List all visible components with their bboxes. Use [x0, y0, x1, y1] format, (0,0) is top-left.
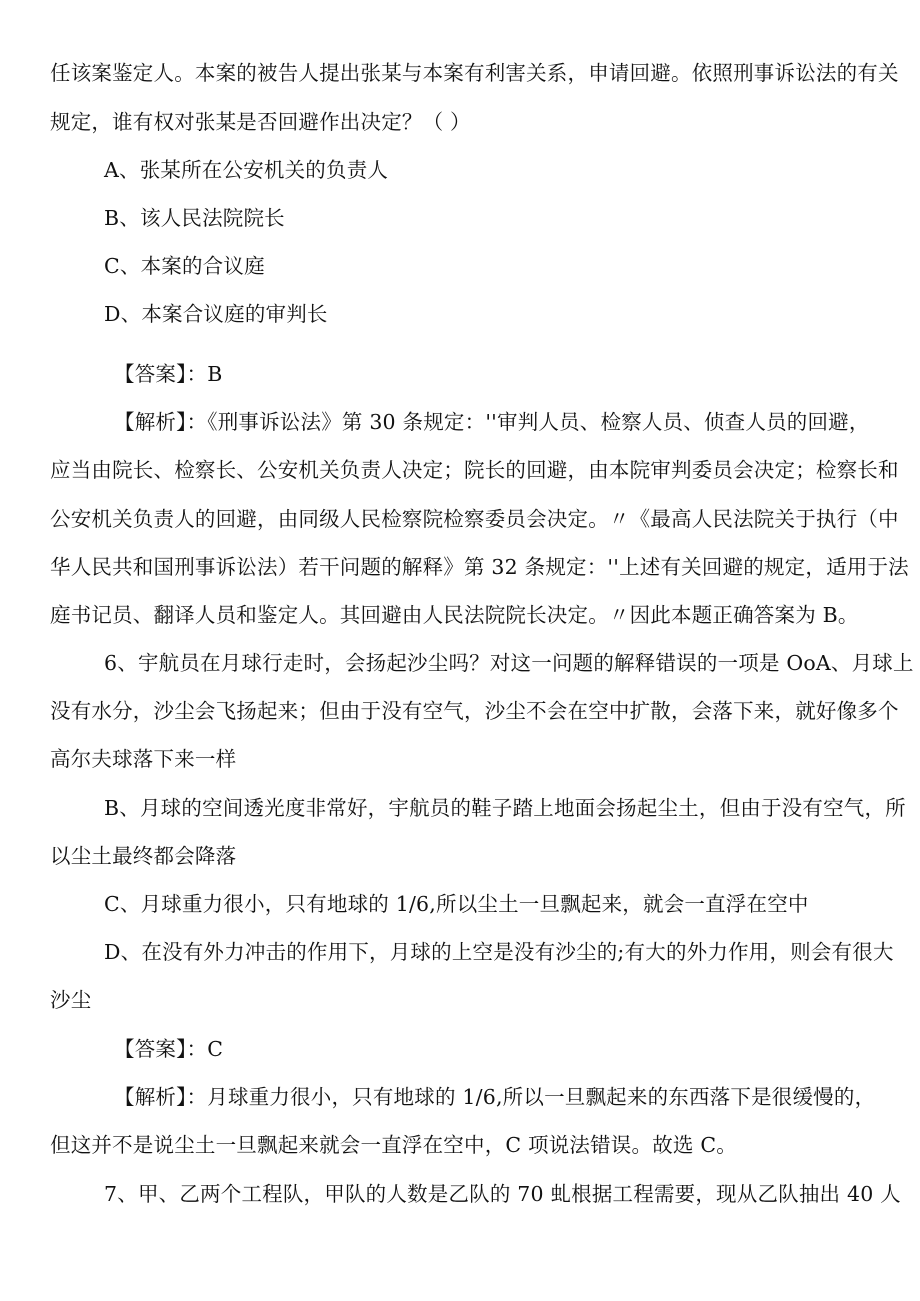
q5-analysis-line-3: 公安机关负责人的回避，由同级人民检察院检察委员会决定。〃《最高人民法院关于执行（中: [50, 507, 899, 531]
q6-option-b-line-2: 以尘土最终都会降落: [50, 844, 237, 868]
q6-option-c: C、月球重力很小，只有地球的 1/6,所以尘土一旦飘起来，就会一直浮在空中: [104, 892, 809, 916]
q5-option-a: A、张某所在公安机关的负责人: [104, 158, 389, 182]
q6-analysis-line-2: 但这并不是说尘土一旦飘起来就会一直浮在空中，C 项说法错误。故选 C。: [50, 1133, 737, 1157]
q6-stem-line-1: 6、宇航员在月球行走时，会扬起沙尘吗？对这一问题的解释错误的一项是 OoA、月球上: [104, 651, 914, 675]
q6-analysis-line-1: 【解析】：月球重力很小，只有地球的 1/6,所以一旦飘起来的东西落下是很缓慢的，: [114, 1085, 876, 1109]
q7-stem-line-1: 7、甲、乙两个工程队，甲队的人数是乙队的 70 虬根据工程需要，现从乙队抽出 40 人: [104, 1182, 901, 1206]
q5-option-b: B、该人民法院院长: [104, 206, 285, 230]
q5-analysis-line-1: 【解析】：《刑事诉讼法》第 30 条规定：''审判人员、检察人员、侦查人员的回避，: [114, 410, 870, 434]
q6-answer: 【答案】：C: [114, 1037, 224, 1061]
q6-option-b-line-1: B、月球的空间透光度非常好，宇航员的鞋子踏上地面会扬起尘土，但由于没有空气，所: [104, 796, 906, 820]
q5-analysis-line-4: 华人民共和国刑事诉讼法）若干问题的解释》第 32 条规定：''上述有关回避的规定，适用于法: [50, 555, 909, 579]
q5-option-c: C、本案的合议庭: [104, 254, 265, 278]
q5-answer: 【答案】：B: [114, 362, 223, 386]
q5-stem-line-1: 任该案鉴定人。本案的被告人提出张某与本案有利害关系，申请回避。依照刑事诉讼法的有关: [50, 61, 899, 85]
q5-option-d: D、本案合议庭的审判长: [104, 302, 328, 326]
q5-analysis-line-5: 庭书记员、翻译人员和鉴定人。其回避由人民法院院长决定。〃因此本题正确答案为 B。: [50, 603, 859, 627]
q6-option-d-line-2: 沙尘: [50, 988, 92, 1012]
q6-stem-line-3: 高尔夫球落下来一样: [50, 747, 237, 771]
q5-stem-line-2: 规定，谁有权对张某是否回避作出决定？（ ）: [50, 110, 471, 134]
q6-stem-line-2: 没有水分，沙尘会飞扬起来；但由于没有空气，沙尘不会在空中扩散，会落下来，就好像多个: [50, 699, 899, 723]
q5-analysis-line-2: 应当由院长、检察长、公安机关负责人决定；院长的回避，由本院审判委员会决定；检察长和: [50, 458, 899, 482]
q6-option-d-line-1: D、在没有外力冲击的作用下，月球的上空是没有沙尘的;有大的外力作用，则会有很大: [104, 940, 894, 964]
